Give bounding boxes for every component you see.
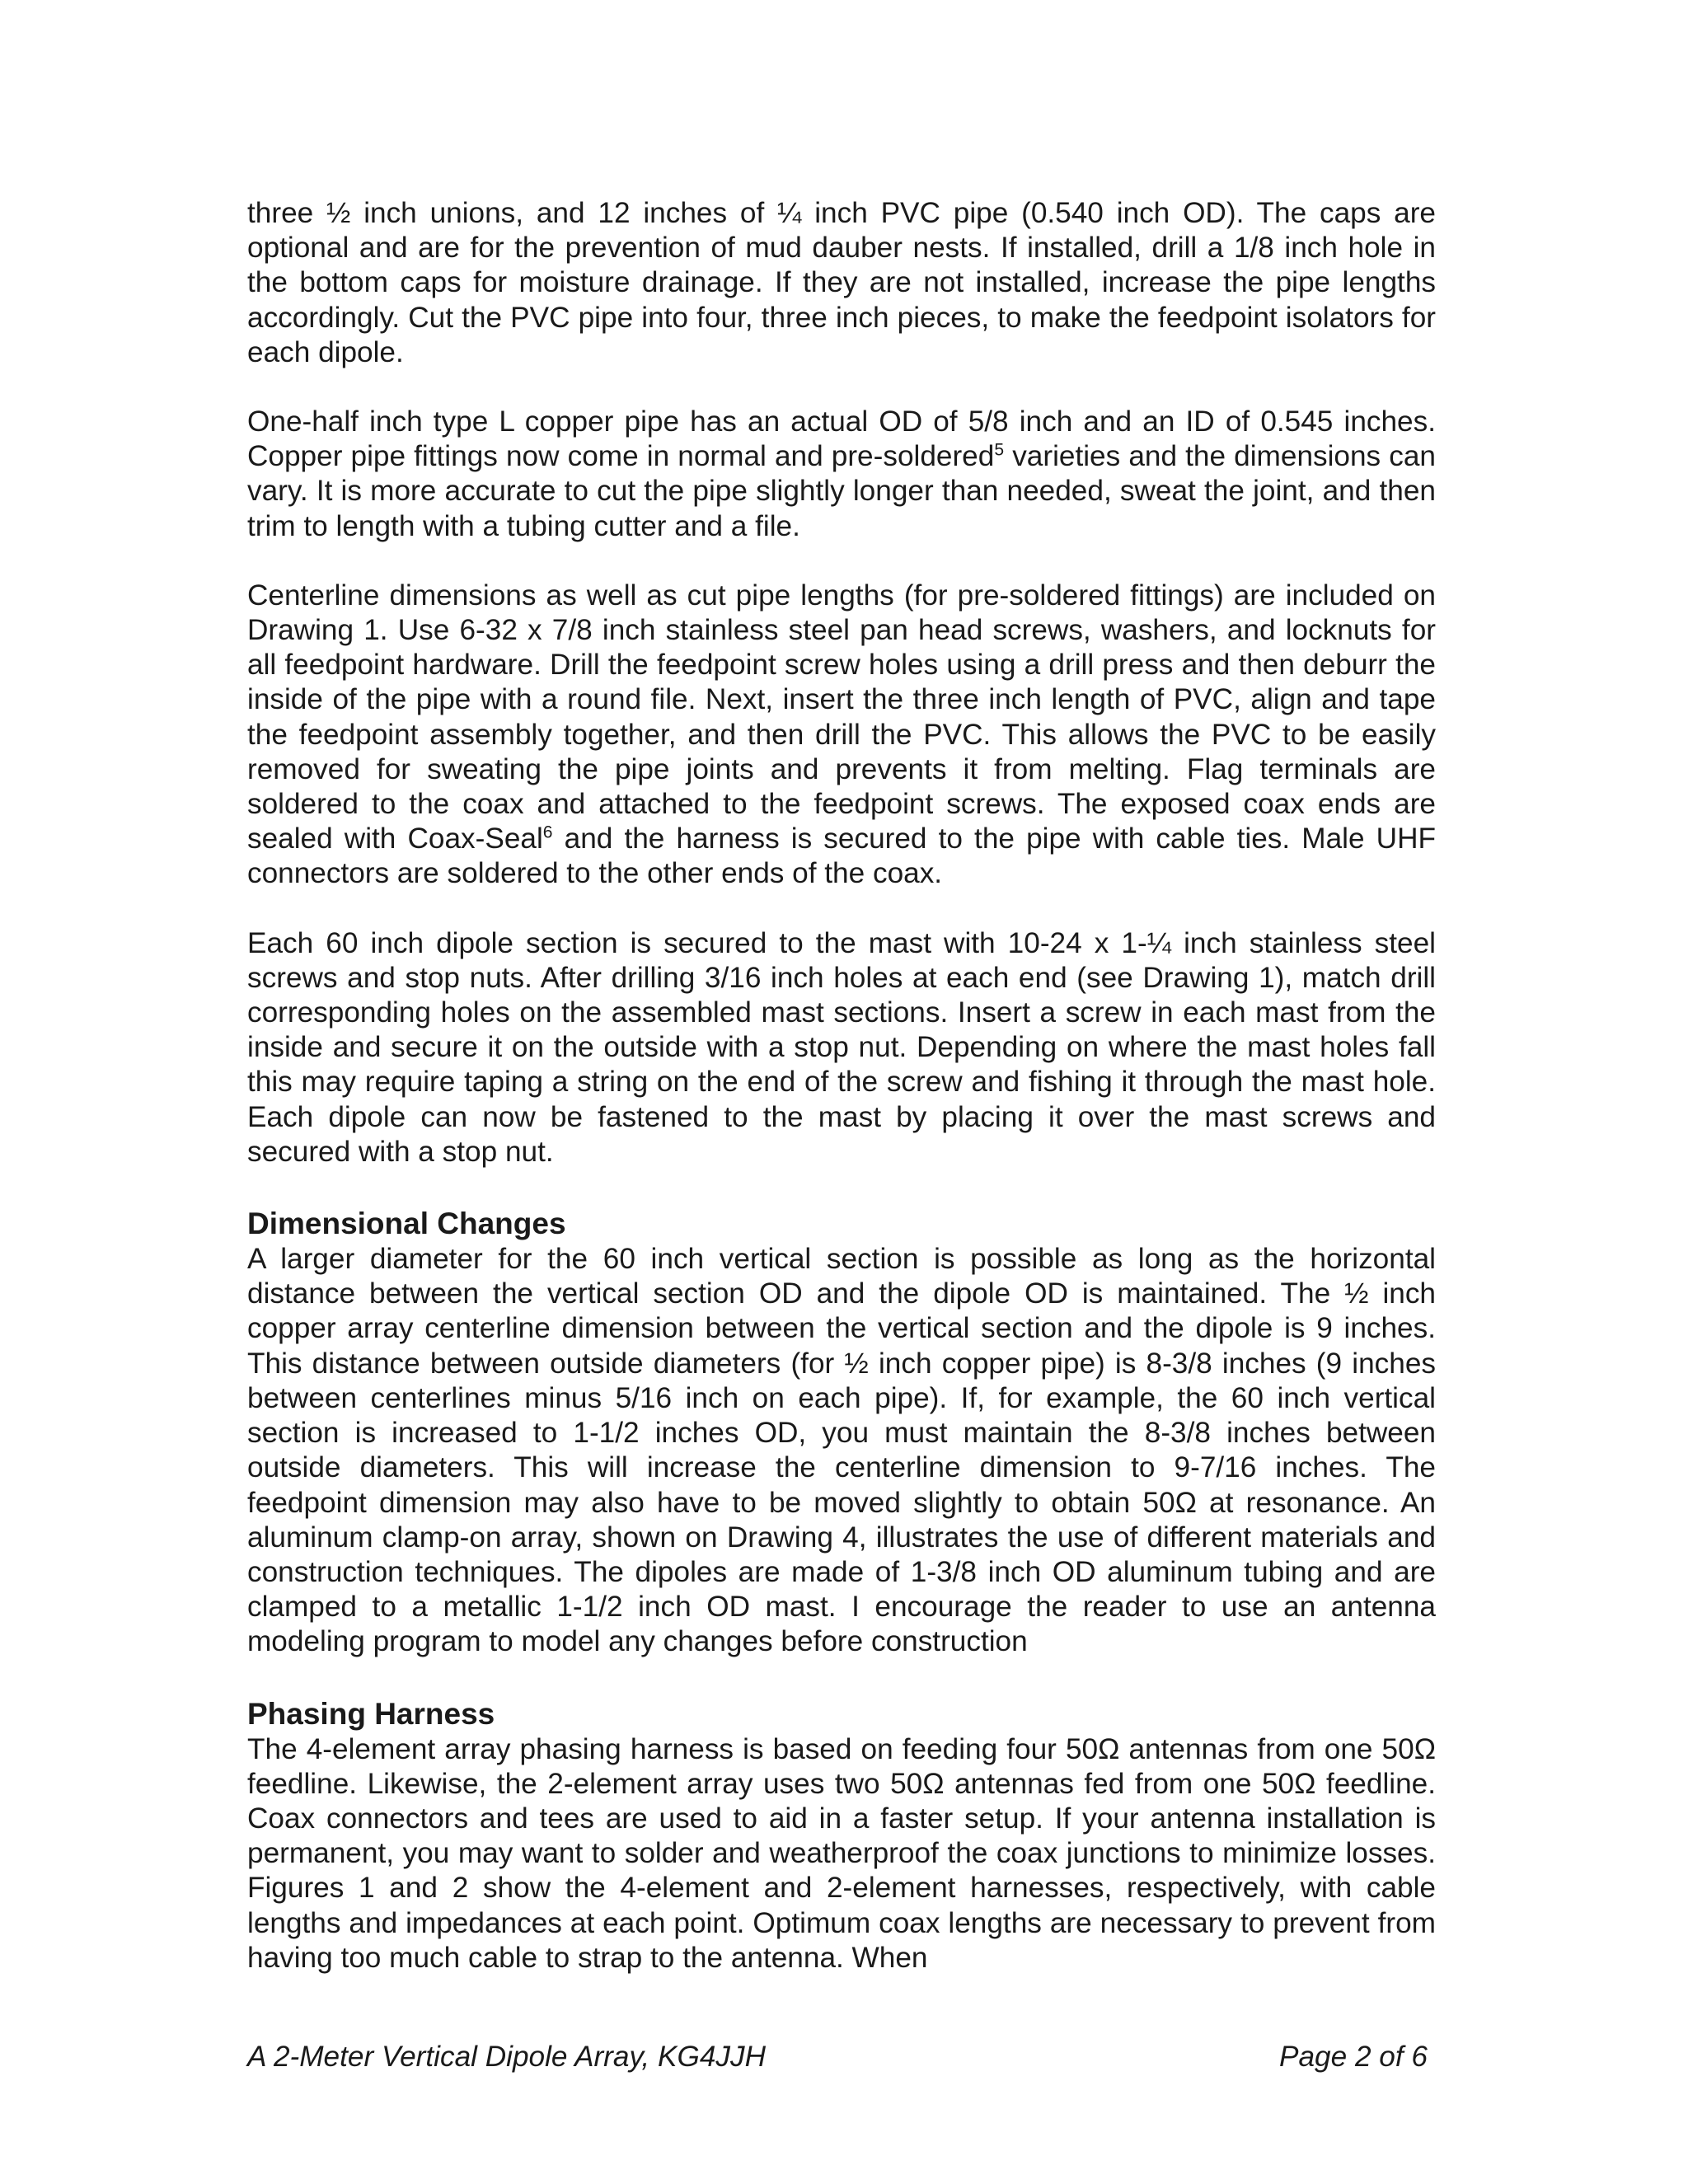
paragraph-text: varieties and the dimensions can vary. It is more accurate to cut the pipe slightly longer than needed, sweat the joint, and then trim to length with a tubing cutter and a file.: [247, 440, 1437, 542]
paragraph-copper-pipe: [247, 405, 1436, 544]
paragraph-dipole-mounting: Each 60 inch dipole section is secured to the mast with 10-24 x 1-¼ inch stainless steel screws and stop nuts. After drilling 3/16 inch holes at each end (see Drawing 1), match drill corresponding holes on the assembled mast sections. Insert a screw in each mast from the inside and secure it on the outside with a stop nut. Depending on where the mast holes fall this may require taping a string on the end of the screw and fishing it through the mast hole. Each dipole can now be fastened to the mast by placing it over the mast screws and secured with a stop nut.: [247, 926, 1436, 1168]
footer-document-title: A 2-Meter Vertical Dipole Array, KG4JJH: [247, 2041, 766, 2073]
paragraph-text: and the harness is secured to the pipe with cable ties. Male UHF connectors are soldered to the other ends of the coax.: [247, 823, 1436, 890]
paragraph-pvc-parts: three ½ inch unions, and 12 inches of ¼ inch PVC pipe (0.540 inch OD). The caps are optional and are for the prevention of mud dauber nests. If installed, drill a 1/8 inch hole in the bottom caps for moisture drainage. If they are not installed, increase the pipe lengths accordingly. Cut the PVC pipe into four, three inch pieces, to make the feedpoint isolators for each dipole.: [247, 197, 1436, 368]
document-body: [247, 196, 1436, 1975]
footer-page-number: Page 2 of 6: [1279, 2041, 1428, 2073]
paragraph-text: One-half inch type L copper pipe has an actual OD of 5/8 inch and an ID of 0.545 inches. Copper pipe fittings now come in normal and pre-soldered: [247, 405, 1436, 473]
footnote-marker: 6: [542, 823, 553, 842]
page-footer: [247, 2041, 1428, 2074]
section-heading-dimensional-changes: Dimensional Changes: [247, 1207, 566, 1241]
section-text-dimensional-changes: A larger diameter for the 60 inch vertical section is possible as long as the horizontal distance between the vertical section OD and the dipole OD is maintained. The ½ inch copper array centerline dimension between the vertical section and the dipole is 9 inches. This distance between outside diameters (for ½ inch copper pipe) is 8-3/8 inches (9 inches between centerlines minus 5/16 inch on each pipe). If, for example, the 60 inch vertical section is increased to 1-1/2 inches OD, you must maintain the 8-3/8 inches between outside diameters. This will increase the centerline dimension to 9-7/16 inches. The feedpoint dimension may also have to be moved slightly to obtain 50Ω at resonance. An aluminum clamp-on array, shown on Drawing 4, illustrates the use of different materials and construction techniques. The dipoles are made of 1-3/8 inch OD aluminum tubing and are clamped to a metallic 1-1/2 inch OD mast. I encourage the reader to use an antenna modeling program to model any changes before construction: [247, 1243, 1436, 1658]
footnote-marker: 5: [994, 440, 1005, 460]
paragraph-text: Centerline dimensions as well as cut pipe lengths (for pre-soldered fittings) are included on Drawing 1. Use 6-32 x 7/8 inch stainless steel pan head screws, washers, and locknuts for all feedpoint hardware. Drill the feedpoint screw holes using a drill press and then deburr the inside of the pipe with a round file. Next, insert the three inch length of PVC, align and tape the feedpoint assembly together, and then drill the PVC. This allows the PVC to be easily removed for sweating the pipe joints and prevents it from melting. Flag terminals are soldered to the coax and attached to the feedpoint screws. The exposed coax ends are sealed with Coax-Seal: [247, 579, 1436, 855]
section-heading-phasing-harness: Phasing Harness: [247, 1696, 495, 1731]
paragraph-centerline-dimensions: [247, 579, 1436, 892]
section-text-phasing-harness: The 4-element array phasing harness is based on feeding four 50Ω antennas from one 50Ω feedline. Likewise, the 2-element array uses two 50Ω antennas fed from one 50Ω feedline. Coax connectors and tees are used to aid in a faster setup. If your antenna installation is permanent, you may want to solder and weatherproof the coax junctions to minimize losses. Figures 1 and 2 show the 4-element and 2-element harnesses, respectively, with cable lengths and impedances at each point. Optimum coax lengths are necessary to prevent from having too much cable to strap to the antenna. When: [247, 1732, 1436, 1974]
